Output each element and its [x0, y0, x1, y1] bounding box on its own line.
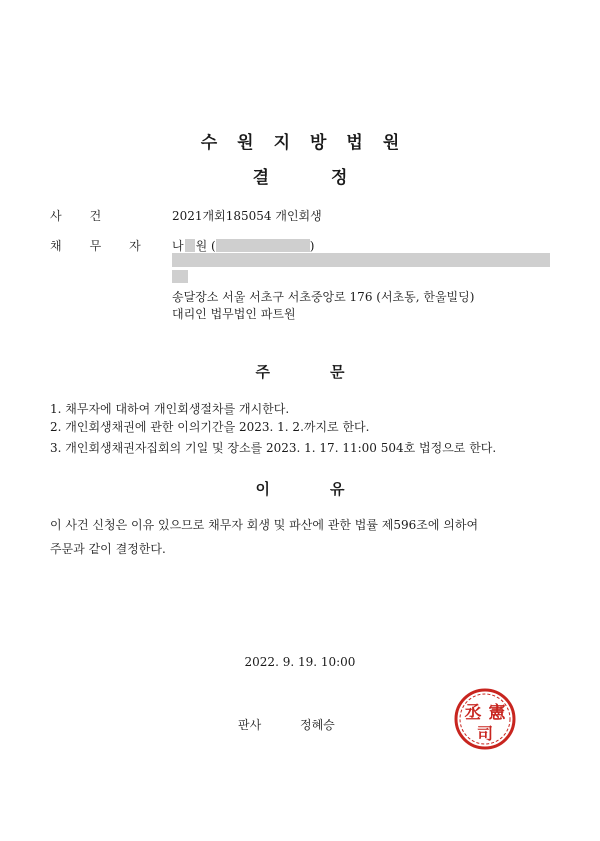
order-item-2: 2. 개인회생채권에 관한 이의기간을 2023. 1. 2.까지로 한다.	[50, 420, 370, 434]
reason-line-2: 주문과 같이 결정한다.	[50, 542, 166, 556]
debtor-label: 채무자	[50, 239, 169, 253]
address-redaction	[172, 253, 550, 267]
case-number: 2021개회185054 개인회생	[172, 209, 322, 223]
debtor-name-close: )	[309, 239, 315, 253]
debtor-name-prefix: 나	[172, 239, 184, 253]
reason-heading: 이유	[255, 480, 405, 498]
svg-text:司: 司	[476, 724, 494, 743]
document-type-title: 결정	[252, 168, 410, 188]
court-name: 수원지방법원	[200, 133, 420, 153]
case-label: 사건	[50, 209, 130, 223]
legal-agent: 대리인 법무법인 파트원	[172, 307, 296, 321]
judge-seal-stamp	[452, 686, 518, 752]
name-redaction	[185, 239, 195, 252]
registration-redaction	[216, 239, 310, 252]
order-item-3: 3. 개인회생채권자집회의 기일 및 장소를 2023. 1. 17. 11:00 504호 법정으로 한다.	[50, 441, 497, 455]
debtor-name-suffix: 원 (	[195, 239, 216, 253]
decision-date: 2022. 9. 19. 10:00	[244, 655, 356, 669]
service-address: 송달장소 서울 서초구 서초중앙로 176 (서초동, 한울빌딩)	[172, 290, 475, 304]
order-heading: 주문	[255, 363, 405, 381]
judge-name: 정혜승	[300, 718, 335, 732]
debtor-name	[172, 237, 314, 254]
svg-text:憲: 憲	[488, 703, 506, 723]
svg-text:丞: 丞	[464, 703, 482, 723]
reason-line-1: 이 사건 신청은 이유 있으므로 채무자 회생 및 파산에 관한 법률 제596조에 의하여	[50, 518, 479, 532]
judge-title: 판사	[238, 718, 262, 732]
address-redaction-2	[172, 270, 188, 283]
order-item-1: 1. 채무자에 대하여 개인회생절차를 개시한다.	[50, 402, 290, 416]
